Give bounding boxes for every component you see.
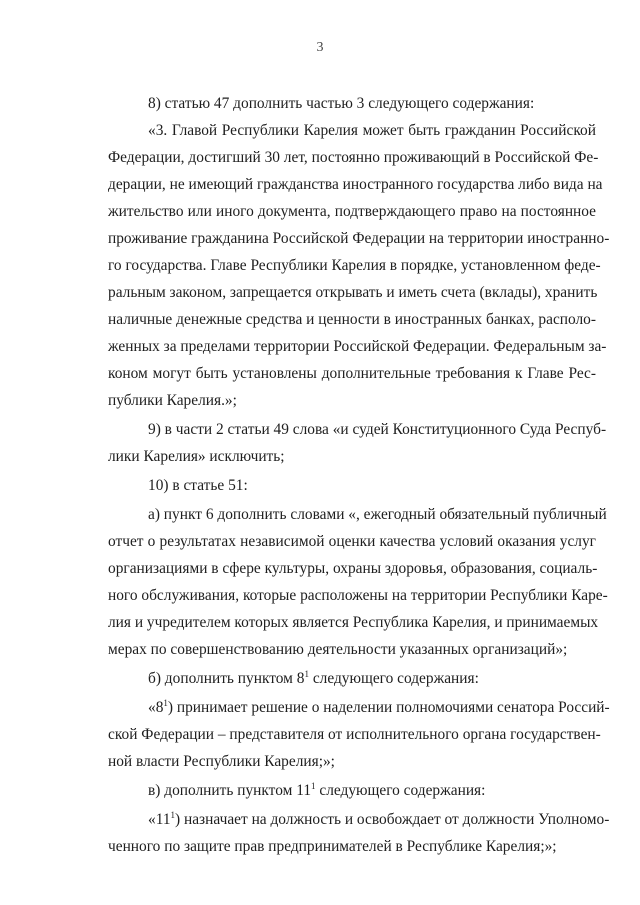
text-line: ральным законом, запрещается открывать и иметь счета (вклады), хранить [108, 284, 598, 301]
text-line: 8) статью 47 дополнить частью 3 следующего содержания: [148, 95, 535, 112]
page-number: 3 [316, 40, 324, 55]
text-line: ченного по защите прав предпринимателей в Республике Карелия;»; [108, 838, 557, 855]
text-line: «3. Главой Республики Карелия может быть гражданин Российской [148, 122, 596, 139]
text-line: 10) в статье 51: [148, 477, 248, 494]
text-line: а) пункт 6 дополнить словами «, ежегодный обязательный публичный [148, 506, 607, 523]
text-line: наличные денежные средства и ценности в иностранных банках, располо- [108, 311, 596, 328]
text-line: го государства. Главе Республики Карелия в порядке, установленном феде- [108, 257, 601, 274]
superscript: 1 [163, 698, 168, 708]
text-line: в) дополнить пунктом $11^1$ следующего содержания: [148, 781, 486, 799]
text-line: проживание гражданина Российской Федерации на территории иностранно- [108, 230, 610, 247]
superscript: 1 [170, 810, 176, 820]
text-line: «$8^1$) принимает решение о наделении полномочиями сенатора Россий- [148, 698, 610, 716]
text-line: ного обслуживания, которые расположены на территории Республики Каре- [108, 587, 608, 604]
text-line: организациями в сфере культуры, охраны здоровья, образования, социаль- [108, 560, 598, 577]
text-line: мерах по совершенствованию деятельности указанных организаций»; [108, 641, 568, 658]
text-line: ной власти Республики Карелия;»; [108, 753, 335, 770]
superscript: 1 [311, 781, 316, 791]
text-line: Федерации, достигший 30 лет, постоянно проживающий в Российской Фе- [108, 149, 599, 166]
text-line: «$11^1$) назначает на должность и освобождает от должности Уполномо- [148, 810, 610, 828]
text-line: лики Карелия» исключить; [108, 448, 285, 465]
text-line: ской Федерации – представителя от исполнительного органа государствен- [108, 726, 601, 743]
text-line: женных за пределами территории Российской Федерации. Федеральным за- [108, 338, 607, 355]
superscript: 1 [304, 669, 309, 679]
text-line: 9) в части 2 статьи 49 слова «и судей Конституционного Суда Респуб- [148, 421, 607, 438]
text-line: б) дополнить пунктом $8^1$ следующего содержания: [148, 669, 479, 687]
text-line: публики Карелия.»; [108, 392, 237, 409]
text-line: коном могут быть установлены дополнительные требования к Главе Рес- [108, 365, 596, 382]
text-line: лия и учредителем которых является Республика Карелия, и принимаемых [108, 614, 599, 631]
text-line: дерации, не имеющий гражданства иностранного государства либо вида на [108, 176, 603, 193]
text-line: жительство или иного документа, подтверждающего право на постоянное [108, 203, 596, 220]
text-line: отчет о результатах независимой оценки качества условий оказания услуг [108, 533, 596, 550]
